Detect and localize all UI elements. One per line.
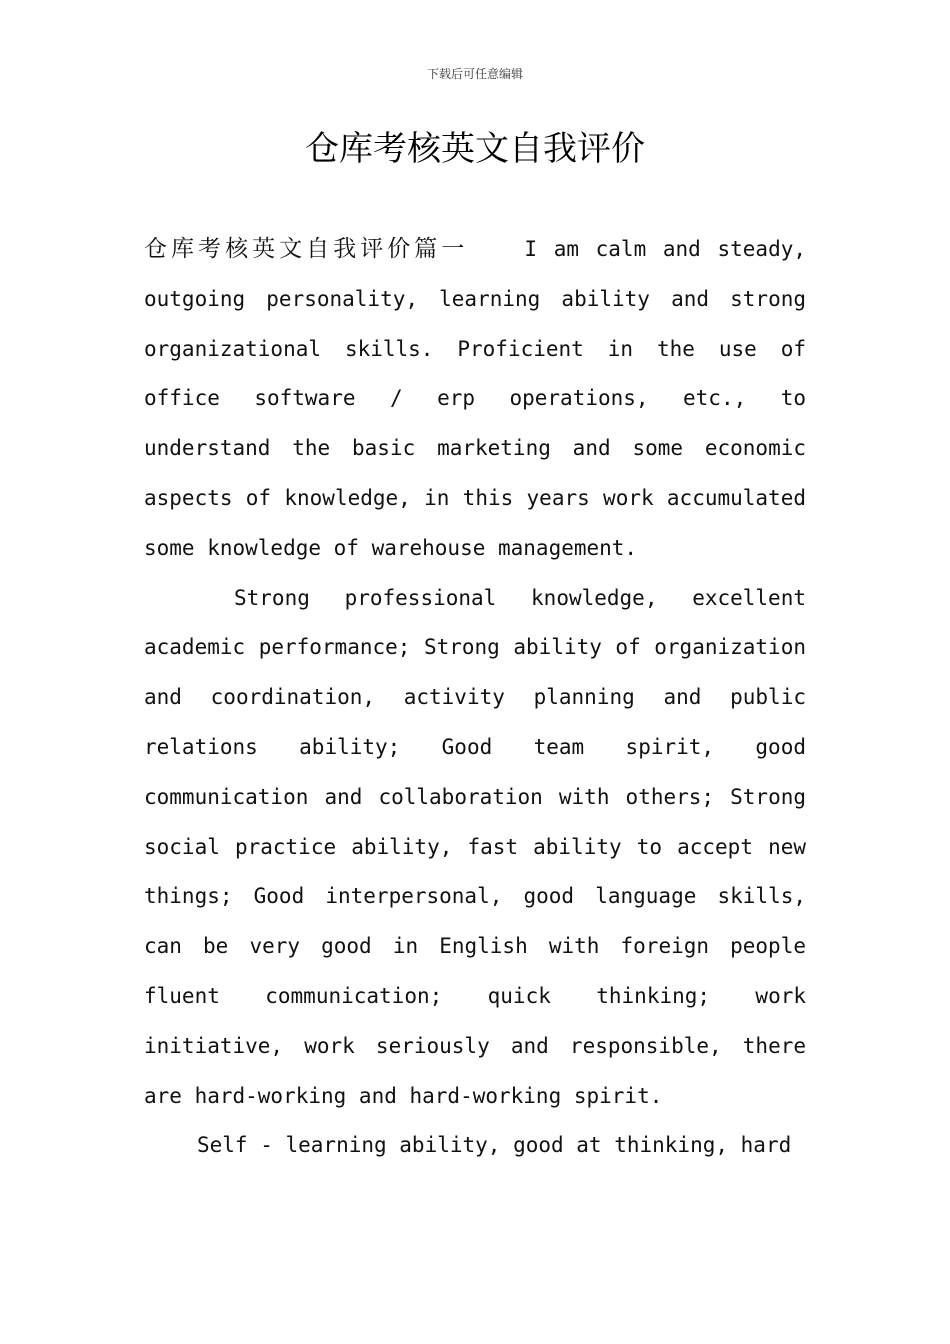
document-body xyxy=(144,225,806,1171)
paragraph-3: Self - learning ability, good at thinking, hard xyxy=(197,1133,792,1158)
section-label: 仓库考核英文自我评价篇一 xyxy=(144,236,469,262)
paragraph-1 xyxy=(144,225,806,574)
paragraph-1-text: I am calm and steady, outgoing personality, learning ability and strong organizational skills. Proficient in the use of office software / erp operations, etc., to understand the basic marketing and some economic aspects of knowledge, in this years work accumulated some knowledge of warehouse management. xyxy=(144,237,807,560)
paragraph-2: Strong professional knowledge, excellent academic performance; Strong ability of organization and coordination, activity planning and public relations ability; Good team spirit, good communication and collaboration with others; Strong social practice ability, fast ability to accept new things; Good interpersonal, good language skills, can be very good in English with foreign people fluent communication; quick thinking; work initiative, work seriously and responsible, there are hard-working and hard-working spirit. xyxy=(144,585,806,1108)
header-note: 下载后可任意编辑 xyxy=(426,67,523,81)
document-title: 仓库考核英文自我评价 xyxy=(305,129,645,169)
